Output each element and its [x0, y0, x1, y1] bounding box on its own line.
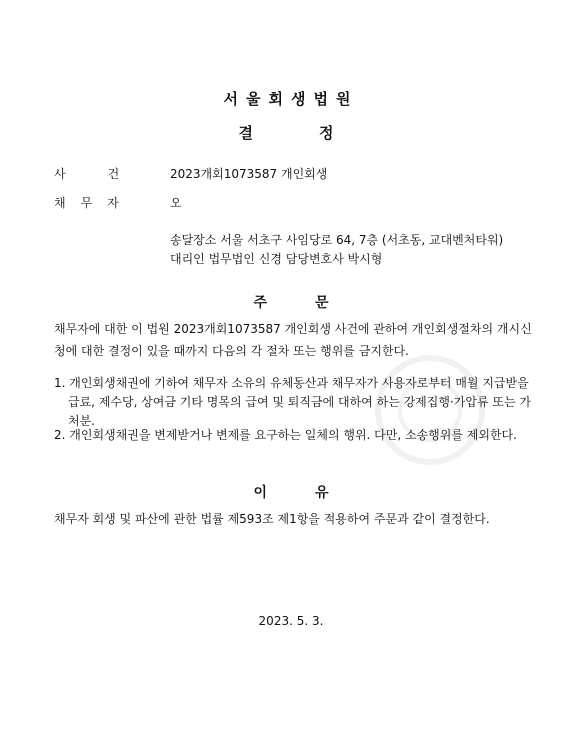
order-intro: 채무자에 대한 이 법원 2023개회1073587 개인회생 사건에 관하여 개인회생절차의 개시신청에 대한 결정이 있을 때까지 다음의 각 절차 또는 행위를 금지한다.	[54, 322, 532, 358]
court-name: 서울회생법원	[223, 90, 359, 108]
debtor-name: 오	[170, 196, 182, 210]
order-title: 주문	[253, 295, 377, 311]
service-address: 송달장소 서울 서초구 사임당로 64, 7층 (서초동, 교대벤처타워)	[170, 233, 504, 247]
decision-date: 2023. 5. 3.	[258, 614, 324, 628]
order-item-2: 2. 개인회생채권을 변제받거나 변제를 요구하는 일체의 행위. 다만, 소송행위를 제외한다.	[54, 428, 517, 442]
order-item-1: 1. 개인회생채권에 기하여 채무자 소유의 유체동산과 채무자가 사용자로부터 매월 지급받을 급료, 제수당, 상여금 기타 명목의 급여 및 퇴직금에 대하여 하는 강제집행·가압류 또는 가처분.	[54, 376, 531, 428]
legal-agent: 대리인 법무법인 신경 담당변호사 박시형	[170, 252, 383, 266]
reason-title: 이유	[253, 485, 377, 501]
debtor-label: 채무자	[54, 196, 134, 210]
case-number: 2023개회1073587 개인회생	[170, 167, 328, 181]
reason-text: 채무자 회생 및 파산에 관한 법률 제593조 제1항을 적용하여 주문과 같이 결정한다.	[54, 512, 490, 526]
document-type: 결정	[238, 124, 400, 142]
case-label: 사건	[54, 167, 162, 181]
